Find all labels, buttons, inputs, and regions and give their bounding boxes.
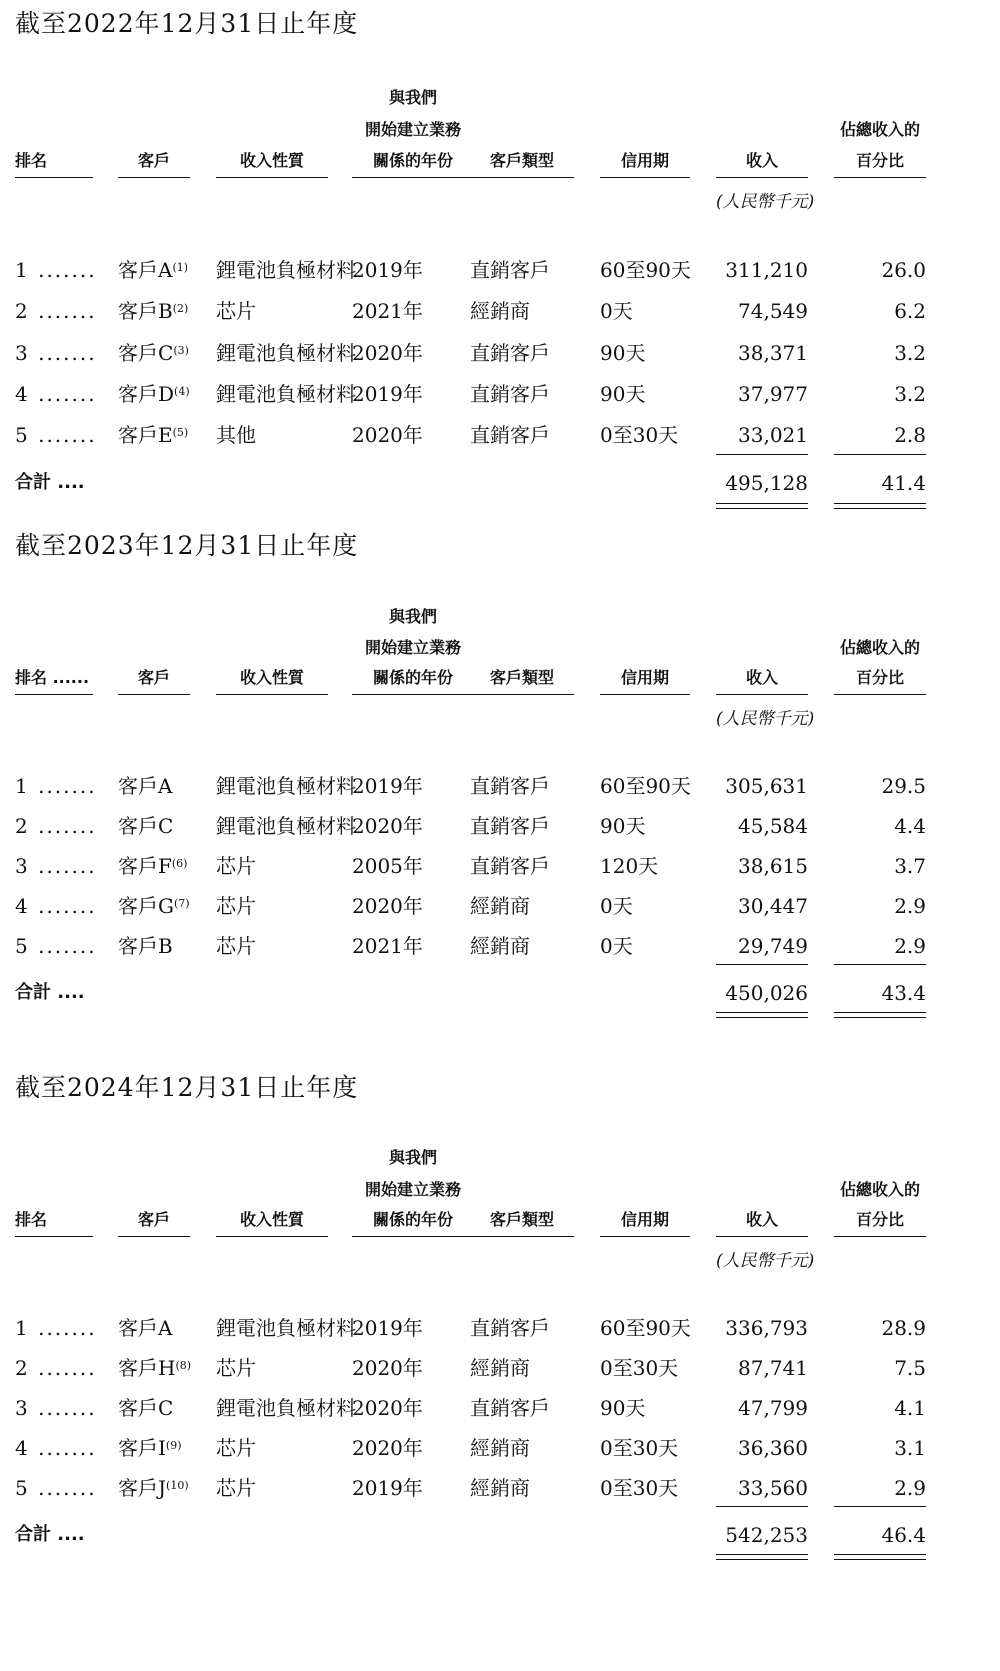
- credit-term: 0天: [600, 299, 633, 323]
- customer: 客戶C: [118, 1396, 174, 1420]
- total-row: [0, 1523, 1000, 1549]
- revenue-value: 305,631: [725, 774, 808, 798]
- revenue-nature: 鋰電池負極材料: [216, 814, 356, 838]
- header-underline: [600, 177, 690, 178]
- rank: 2 .......: [15, 1356, 97, 1380]
- header-customer: 客戶: [137, 668, 170, 687]
- pct-value: 4.1: [894, 1396, 926, 1420]
- pct-value: 2.9: [894, 894, 926, 918]
- customer-type: 經銷商: [470, 1476, 530, 1500]
- table-row: [0, 814, 1000, 840]
- revenue-nature: 芯片: [216, 1436, 256, 1460]
- header-underline: [15, 694, 93, 695]
- header-revenue-nature: 收入性質: [239, 668, 304, 687]
- header-customer-type: 客戶類型: [489, 668, 554, 687]
- header-pct-line2: 百分比: [855, 668, 904, 687]
- revenue-nature: 鋰電池負極材料: [216, 1396, 356, 1420]
- credit-term: 60至90天: [600, 258, 691, 282]
- header-customer-type: 客戶類型: [489, 1210, 554, 1229]
- credit-term: 0至30天: [600, 1356, 679, 1380]
- start-year: 2019年: [352, 1476, 423, 1500]
- start-year: 2020年: [352, 1396, 423, 1420]
- revenue-value: 47,799: [738, 1396, 808, 1420]
- rank: 4 .......: [15, 382, 97, 406]
- customer: 客戶$G^{(7)}$: [118, 894, 190, 918]
- rank: 1 .......: [15, 774, 97, 798]
- revenue-value: 30,447: [738, 894, 808, 918]
- double-rule: [834, 503, 926, 504]
- total-pct: 43.4: [881, 981, 926, 1005]
- revenue-value: 38,371: [738, 341, 808, 365]
- header-underline: [216, 1236, 328, 1237]
- unit-label: (人民幣千元): [716, 192, 815, 212]
- total-revenue: 495,128: [725, 471, 808, 495]
- table-row: [0, 854, 1000, 880]
- header-underline: [118, 694, 190, 695]
- table-row: [0, 1396, 1000, 1422]
- revenue-nature: 芯片: [216, 854, 256, 878]
- customer: 客戶C: [118, 814, 174, 838]
- rank: 4 .......: [15, 894, 97, 918]
- customer: 客戶$D^{(4)}$: [118, 382, 190, 406]
- header-underline: [118, 177, 190, 178]
- header-underline: [470, 694, 574, 695]
- subtotal-rule: [716, 1506, 808, 1507]
- pct-value: 3.1: [894, 1436, 926, 1460]
- header-underline: [834, 177, 926, 178]
- double-rule: [716, 1017, 808, 1018]
- pct-value: 3.2: [894, 341, 926, 365]
- header-underline: [470, 177, 574, 178]
- table-row: [0, 774, 1000, 800]
- header-pct-line2: 百分比: [855, 151, 904, 170]
- revenue-value: 29,749: [738, 934, 808, 958]
- rank: 1 .......: [15, 258, 97, 282]
- revenue-nature: 芯片: [216, 894, 256, 918]
- header-year-line3: 關係的年份: [372, 668, 453, 687]
- customer: 客戶$J^{(10)}$: [118, 1476, 189, 1500]
- header-underline: [716, 177, 808, 178]
- unit-label: (人民幣千元): [716, 1251, 815, 1271]
- total-pct: 46.4: [881, 1523, 926, 1547]
- start-year: 2020年: [352, 1356, 423, 1380]
- pct-value: 2.9: [894, 934, 926, 958]
- header-underline: [352, 177, 474, 178]
- header-pct-line2: 百分比: [855, 1210, 904, 1229]
- header-pct-line1: 佔總收入的: [839, 120, 920, 139]
- double-rule: [834, 508, 926, 509]
- table-row: [0, 258, 1000, 284]
- credit-term: 90天: [600, 1396, 646, 1420]
- table-row: [0, 423, 1000, 449]
- customer-type: 直銷客戶: [470, 814, 550, 838]
- customer-type: 直銷客戶: [470, 258, 550, 282]
- start-year: 2020年: [352, 341, 423, 365]
- total-label: 合計 ....: [15, 982, 85, 1003]
- total-row: [0, 471, 1000, 497]
- header-credit-term: 信用期: [620, 151, 669, 170]
- revenue-value: 33,560: [738, 1476, 808, 1500]
- header-underline: [15, 1236, 93, 1237]
- double-rule: [716, 1012, 808, 1013]
- subtotal-rule: [834, 964, 926, 965]
- table-row: [0, 1436, 1000, 1462]
- customer-type: 直銷客戶: [470, 423, 550, 447]
- revenue-value: 45,584: [738, 814, 808, 838]
- total-label: 合計 ....: [15, 1524, 85, 1545]
- header-year-line3: 關係的年份: [372, 151, 453, 170]
- revenue-nature: 鋰電池負極材料: [216, 258, 356, 282]
- revenue-nature: 芯片: [216, 1476, 256, 1500]
- credit-term: 90天: [600, 382, 646, 406]
- total-revenue: 450,026: [725, 981, 808, 1005]
- revenue-nature: 鋰電池負極材料: [216, 382, 356, 406]
- revenue-nature: 其他: [216, 423, 256, 447]
- header-revenue: 收入: [745, 668, 778, 687]
- credit-term: 0至30天: [600, 423, 679, 447]
- double-rule: [716, 1559, 808, 1560]
- table-row: [0, 1356, 1000, 1382]
- header-rank: 排名: [15, 1210, 48, 1229]
- rank: 3 .......: [15, 341, 97, 365]
- double-rule: [716, 508, 808, 509]
- rank: 4 .......: [15, 1436, 97, 1460]
- customer: 客戶$F^{(6)}$: [118, 854, 188, 878]
- credit-term: 120天: [600, 854, 659, 878]
- credit-term: 90天: [600, 341, 646, 365]
- start-year: 2005年: [352, 854, 423, 878]
- rank: 3 .......: [15, 1396, 97, 1420]
- double-rule: [716, 1554, 808, 1555]
- total-row: [0, 981, 1000, 1007]
- unit-label: (人民幣千元): [716, 709, 815, 729]
- header-customer-type: 客戶類型: [489, 151, 554, 170]
- customer-type: 直銷客戶: [470, 1396, 550, 1420]
- header-pct-line1: 佔總收入的: [839, 638, 920, 657]
- credit-term: 60至90天: [600, 774, 691, 798]
- header-year-line1: 與我們: [388, 88, 437, 107]
- table-row: [0, 341, 1000, 367]
- customer-type: 直銷客戶: [470, 382, 550, 406]
- customer-type: 經銷商: [470, 1356, 530, 1380]
- header-underline: [834, 694, 926, 695]
- credit-term: 60至90天: [600, 1316, 691, 1340]
- header-underline: [352, 1236, 474, 1237]
- start-year: 2020年: [352, 814, 423, 838]
- customer: 客戶$H^{(8)}$: [118, 1356, 192, 1380]
- customer: 客戶$A^{(1)}$: [118, 258, 189, 282]
- customer: 客戶$B^{(2)}$: [118, 299, 189, 323]
- revenue-nature: 鋰電池負極材料: [216, 1316, 356, 1340]
- customer-type: 經銷商: [470, 894, 530, 918]
- pct-value: 2.9: [894, 1476, 926, 1500]
- table-row: [0, 299, 1000, 325]
- header-year-line2: 開始建立業務: [364, 1180, 461, 1199]
- pct-value: 29.5: [881, 774, 926, 798]
- section-title: 截至2022年12月31日止年度: [15, 9, 359, 38]
- section-title: 截至2024年12月31日止年度: [15, 1073, 359, 1102]
- rank: 2 .......: [15, 814, 97, 838]
- revenue-value: 36,360: [738, 1436, 808, 1460]
- start-year: 2020年: [352, 894, 423, 918]
- header-revenue: 收入: [745, 1210, 778, 1229]
- header-year-line2: 開始建立業務: [364, 638, 461, 657]
- credit-term: 0天: [600, 934, 633, 958]
- header-underline: [600, 694, 690, 695]
- total-label: 合計 ....: [15, 472, 85, 493]
- customer-type: 經銷商: [470, 299, 530, 323]
- pct-value: 26.0: [881, 258, 926, 282]
- header-underline: [15, 177, 93, 178]
- pct-value: 3.2: [894, 382, 926, 406]
- customer-type: 直銷客戶: [470, 1316, 550, 1340]
- double-rule: [834, 1017, 926, 1018]
- table-row: [0, 1316, 1000, 1342]
- header-underline: [470, 1236, 574, 1237]
- rank: 3 .......: [15, 854, 97, 878]
- pct-value: 4.4: [894, 814, 926, 838]
- header-credit-term: 信用期: [620, 1210, 669, 1229]
- customer-type: 直銷客戶: [470, 774, 550, 798]
- customer-type: 直銷客戶: [470, 854, 550, 878]
- header-year-line1: 與我們: [388, 607, 437, 626]
- header-pct-line1: 佔總收入的: [839, 1180, 920, 1199]
- header-revenue: 收入: [745, 151, 778, 170]
- header-revenue-nature: 收入性質: [239, 1210, 304, 1229]
- total-pct: 41.4: [881, 471, 926, 495]
- table-row: [0, 934, 1000, 960]
- customer: 客戶$I^{(9)}$: [118, 1436, 182, 1460]
- double-rule: [716, 503, 808, 504]
- header-underline: [600, 1236, 690, 1237]
- total-revenue: 542,253: [725, 1523, 808, 1547]
- credit-term: 0至30天: [600, 1436, 679, 1460]
- header-underline: [716, 1236, 808, 1237]
- table-row: [0, 1476, 1000, 1502]
- double-rule: [834, 1012, 926, 1013]
- header-underline: [716, 694, 808, 695]
- start-year: 2019年: [352, 1316, 423, 1340]
- subtotal-rule: [716, 964, 808, 965]
- header-rank: 排名 ......: [15, 668, 90, 687]
- header-underline: [352, 694, 474, 695]
- revenue-value: 87,741: [738, 1356, 808, 1380]
- header-year-line1: 與我們: [388, 1148, 437, 1167]
- pct-value: 7.5: [894, 1356, 926, 1380]
- subtotal-rule: [834, 1506, 926, 1507]
- revenue-value: 74,549: [738, 299, 808, 323]
- revenue-nature: 芯片: [216, 934, 256, 958]
- customer-type: 直銷客戶: [470, 341, 550, 365]
- header-underline: [834, 1236, 926, 1237]
- revenue-value: 37,977: [738, 382, 808, 406]
- header-underline: [216, 694, 328, 695]
- header-rank: 排名: [15, 151, 48, 170]
- header-underline: [118, 1236, 190, 1237]
- revenue-value: 38,615: [738, 854, 808, 878]
- pct-value: 3.7: [894, 854, 926, 878]
- customer-type: 經銷商: [470, 934, 530, 958]
- header-revenue-nature: 收入性質: [239, 151, 304, 170]
- start-year: 2020年: [352, 423, 423, 447]
- revenue-nature: 鋰電池負極材料: [216, 341, 356, 365]
- table-row: [0, 382, 1000, 408]
- subtotal-rule: [834, 454, 926, 455]
- customer-type: 經銷商: [470, 1436, 530, 1460]
- header-customer: 客戶: [137, 151, 170, 170]
- header-customer: 客戶: [137, 1210, 170, 1229]
- rank: 5 .......: [15, 1476, 97, 1500]
- start-year: 2020年: [352, 1436, 423, 1460]
- start-year: 2019年: [352, 774, 423, 798]
- header-year-line3: 關係的年份: [372, 1210, 453, 1229]
- start-year: 2019年: [352, 382, 423, 406]
- rank: 5 .......: [15, 423, 97, 447]
- rank: 1 .......: [15, 1316, 97, 1340]
- revenue-nature: 芯片: [216, 299, 256, 323]
- start-year: 2019年: [352, 258, 423, 282]
- pct-value: 2.8: [894, 423, 926, 447]
- revenue-value: 336,793: [725, 1316, 808, 1340]
- revenue-nature: 芯片: [216, 1356, 256, 1380]
- rank: 5 .......: [15, 934, 97, 958]
- header-underline: [216, 177, 328, 178]
- header-year-line2: 開始建立業務: [364, 120, 461, 139]
- double-rule: [834, 1559, 926, 1560]
- revenue-nature: 鋰電池負極材料: [216, 774, 356, 798]
- customer: 客戶A: [118, 1316, 173, 1340]
- customer: 客戶$E^{(5)}$: [118, 423, 189, 447]
- header-credit-term: 信用期: [620, 668, 669, 687]
- pct-value: 6.2: [894, 299, 926, 323]
- start-year: 2021年: [352, 934, 423, 958]
- double-rule: [834, 1554, 926, 1555]
- table-row: [0, 894, 1000, 920]
- customer: 客戶A: [118, 774, 173, 798]
- section-title: 截至2023年12月31日止年度: [15, 531, 359, 560]
- credit-term: 90天: [600, 814, 646, 838]
- customer: 客戶B: [118, 934, 173, 958]
- credit-term: 0至30天: [600, 1476, 679, 1500]
- credit-term: 0天: [600, 894, 633, 918]
- rank: 2 .......: [15, 299, 97, 323]
- customer: 客戶$C^{(3)}$: [118, 341, 189, 365]
- start-year: 2021年: [352, 299, 423, 323]
- pct-value: 28.9: [881, 1316, 926, 1340]
- revenue-value: 33,021: [738, 423, 808, 447]
- subtotal-rule: [716, 454, 808, 455]
- revenue-value: 311,210: [725, 258, 808, 282]
